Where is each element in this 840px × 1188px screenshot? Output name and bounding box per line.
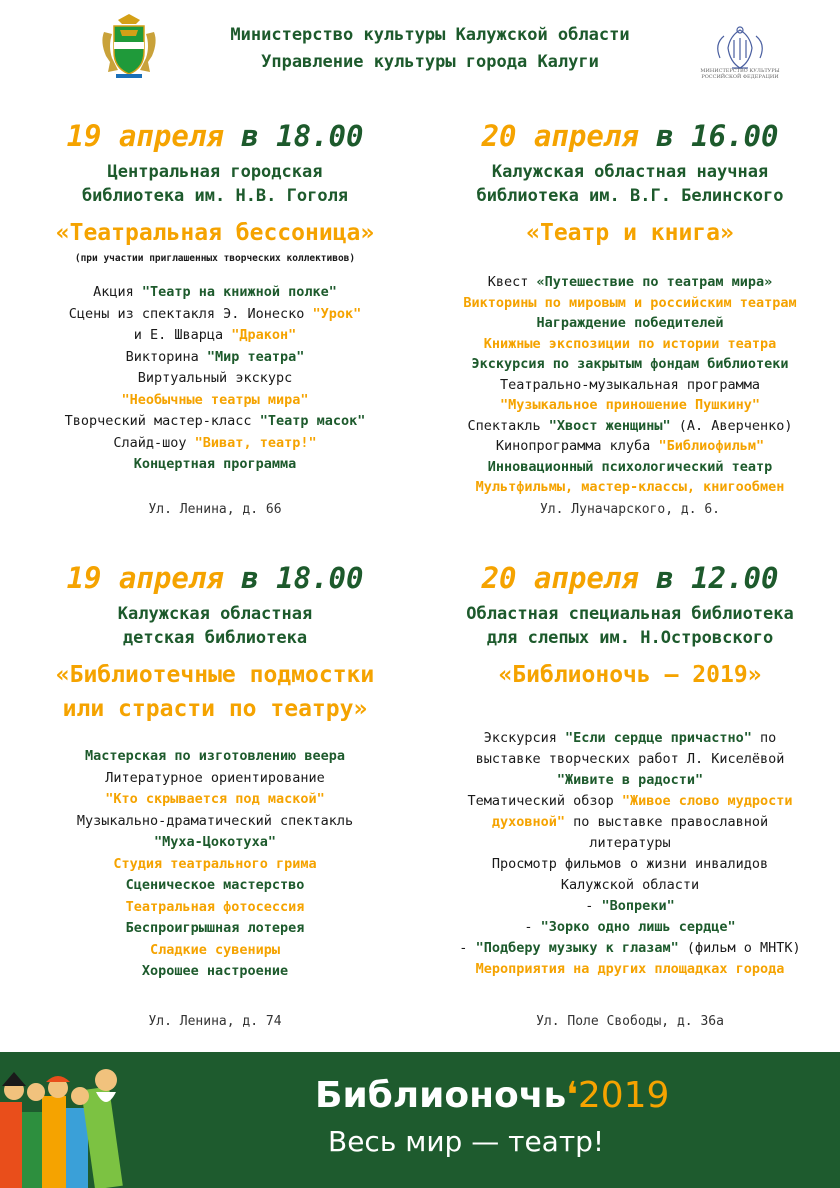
program-item-text: "Живите в радости" <box>556 772 704 788</box>
program-item <box>10 811 420 833</box>
title-line: «Театр и книга» <box>526 220 734 246</box>
event-datetime <box>420 118 840 154</box>
program-item-text: "Муха-Цокотуха" <box>154 834 276 850</box>
event-program <box>10 282 420 476</box>
program-item-text: Мероприятия на других площадках города <box>475 961 785 977</box>
program-item-text: - <box>585 898 602 914</box>
footer-brand-moon-icon: ❛ <box>566 1075 578 1116</box>
event-block-belinsky <box>420 118 840 517</box>
header <box>0 0 840 110</box>
event-time: в 18.00 <box>241 561 364 595</box>
program-item <box>420 436 840 457</box>
program-item <box>420 770 840 791</box>
program-item-text: "Виват, театр!" <box>194 434 317 451</box>
event-venue <box>420 160 840 208</box>
program-item-text: Театрально-музыкальная программа <box>499 376 761 393</box>
event-datetime <box>10 560 420 596</box>
program-item-text: "Мир театра" <box>206 348 305 365</box>
program-item-text: по <box>751 730 777 746</box>
event-title <box>420 658 840 692</box>
title-line: или страсти по театру» <box>62 696 368 722</box>
program-item <box>10 789 420 811</box>
program-item-text: выставке творческих работ Л. Киселёвой <box>475 751 785 767</box>
program-item-text: (фильм о МНТК) <box>678 940 801 956</box>
program-item <box>10 854 420 876</box>
program-item-text: Сладкие сувениры <box>149 941 281 958</box>
program-item <box>10 390 420 412</box>
program-item <box>420 959 840 980</box>
program-item <box>10 325 420 347</box>
event-title <box>10 216 420 250</box>
event-program <box>420 728 840 980</box>
program-item <box>420 791 840 812</box>
venue-line: библиотека им. В.Г. Белинского <box>476 186 784 206</box>
program-item-text: Мастерская по изготовлению веера <box>84 748 346 764</box>
event-date: 19 апреля <box>66 119 224 153</box>
program-item-text: Слайд-шоу <box>113 434 195 451</box>
program-item-text: Беспроигрышная лотерея <box>125 920 305 936</box>
program-item-text: "Хвост женщины" <box>548 417 671 434</box>
venue-line: Калужская областная <box>117 604 313 624</box>
program-item <box>420 833 840 854</box>
program-item-text: "Урок" <box>312 305 362 322</box>
program-item-text: "Музыкальное приношение Пушкину" <box>499 397 761 413</box>
program-item-text: "Живое слово мудрости <box>621 793 793 809</box>
title-line: «Театральная бессоница» <box>55 220 375 246</box>
event-block-children <box>10 560 420 1029</box>
event-block-blind <box>420 560 840 1029</box>
program-item-text: - <box>524 919 541 935</box>
event-date: 20 апреля <box>481 561 639 595</box>
ministry-of-culture-emblem-icon <box>700 12 780 92</box>
program-item <box>10 768 420 790</box>
program-item-text: литературы <box>589 835 671 851</box>
program-item-text: Сценическое мастерство <box>125 877 305 893</box>
event-note: (при участии приглашенных творческих коллективов) <box>74 253 356 264</box>
program-item-text: Квест <box>487 274 537 290</box>
program-item <box>420 272 840 293</box>
program-item <box>10 347 420 369</box>
venue-line: для слепых им. Н.Островского <box>486 628 774 648</box>
program-item-text: Кинопрограмма клуба <box>495 438 659 454</box>
program-item <box>10 961 420 983</box>
footer-brand-year: 2019 <box>577 1075 670 1116</box>
program-item-text: Викторины по мировым и российским театрам <box>463 294 797 311</box>
program-item <box>420 938 840 959</box>
footer-slogan: Весь мир — театр! <box>328 1125 605 1158</box>
program-item-text: "Зорко одно лишь сердце" <box>540 919 736 935</box>
event-address: Ул. Поле Свободы, д. 36а <box>536 1014 724 1029</box>
ministry-line-2: Управление культуры города Калуги <box>261 52 599 72</box>
program-item-text: Тематический обзор <box>467 793 622 809</box>
program-item-text: духовной" <box>491 814 565 830</box>
program-item <box>10 411 420 433</box>
program-item-text: "Театр на книжной полке" <box>141 284 337 300</box>
program-item <box>420 395 840 416</box>
program-item <box>420 354 840 375</box>
program-item-text: по выставке православной <box>564 814 769 830</box>
event-time: в 12.00 <box>656 561 779 595</box>
venue-line: Центральная городская <box>107 162 323 182</box>
kaluga-coat-of-arms-icon <box>100 12 158 80</box>
event-address: Ул. Луначарского, д. 6. <box>539 502 720 517</box>
event-time: в 16.00 <box>656 119 779 153</box>
footer-brand-name: Библионочь <box>315 1075 567 1116</box>
program-item-text: "Подберу музыку к глазам" <box>475 940 679 956</box>
program-item-text: Мультфильмы, мастер-классы, книгообмен <box>475 479 785 495</box>
program-item-text: "Необычные театры мира" <box>121 391 309 408</box>
program-item <box>10 454 420 476</box>
program-item-text: "Дракон" <box>231 327 297 343</box>
program-item-text: "Библиофильм" <box>658 438 765 454</box>
ministry-line-1: Министерство культуры Калужской области <box>230 25 630 45</box>
program-item-text: Акция <box>93 284 142 300</box>
program-item <box>420 917 840 938</box>
title-line: «Библиотечные подмостки <box>55 662 375 688</box>
event-venue <box>420 602 840 650</box>
event-date: 19 апреля <box>66 561 224 595</box>
program-item <box>10 304 420 326</box>
program-item <box>10 897 420 919</box>
event-date: 20 апреля <box>481 119 639 153</box>
program-item <box>420 896 840 917</box>
event-venue <box>10 160 420 208</box>
event-datetime <box>10 118 420 154</box>
program-item-text: Викторина <box>125 348 207 365</box>
program-item <box>420 313 840 334</box>
ministry-header <box>180 22 680 76</box>
program-item-text: и Е. Шварца <box>133 327 232 343</box>
emblem-caption: МИНИСТЕРСТВО КУЛЬТУРЫ РОССИЙСКОЙ ФЕДЕРАЦИИ <box>700 68 780 80</box>
program-item <box>10 875 420 897</box>
program-item-text: Книжные экспозиции по истории театра <box>483 335 777 352</box>
program-item <box>10 282 420 304</box>
venue-line: библиотека им. Н.В. Гоголя <box>81 186 349 206</box>
venue-line: Калужская областная научная <box>491 162 769 182</box>
event-address: Ул. Ленина, д. 74 <box>148 1014 282 1029</box>
program-item <box>10 940 420 962</box>
program-item-text: Виртуальный экскурс <box>137 370 293 386</box>
program-item <box>10 368 420 390</box>
program-item <box>10 433 420 455</box>
program-item-text: - <box>459 940 476 956</box>
program-item <box>420 728 840 749</box>
program-item-text: "Вопреки" <box>601 898 675 914</box>
program-item-text: Экскурсия <box>483 730 565 746</box>
footer-brand <box>315 1074 669 1118</box>
program-item-text: Студия театрального грима <box>113 855 317 872</box>
event-program <box>420 272 840 498</box>
program-item-text: Хорошее настроение <box>141 963 289 979</box>
event-block-gogol <box>10 118 420 517</box>
event-title <box>10 658 420 726</box>
program-item <box>420 416 840 437</box>
program-item <box>10 832 420 854</box>
program-item-text: Спектакль <box>467 417 549 434</box>
program-item-text: Музыкально-драматический спектакль <box>76 812 354 829</box>
event-time: в 18.00 <box>241 119 364 153</box>
program-item <box>420 375 840 396</box>
event-address: Ул. Ленина, д. 66 <box>148 502 282 517</box>
theatre-characters-illustration-icon <box>0 1052 150 1188</box>
program-item-text: Театральная фотосессия <box>125 898 305 915</box>
program-item-text: "Театр масок" <box>259 413 366 429</box>
program-item <box>420 854 840 875</box>
program-item-text: Творческий мастер-класс <box>64 413 260 429</box>
program-item-text: (А. Аверченко) <box>670 417 793 434</box>
program-item-text: Сцены из спектакля Э. Ионеско <box>68 305 313 322</box>
program-item-text: Инновационный психологический театр <box>487 458 773 475</box>
title-line: «Библионочь – 2019» <box>498 662 762 688</box>
program-item <box>420 334 840 355</box>
program-item <box>420 749 840 770</box>
program-item-text: «Путешествие по театрам мира» <box>536 274 773 290</box>
program-item-text: "Если сердце причастно" <box>564 730 752 746</box>
program-item-text: "Кто скрывается под маской" <box>105 791 325 807</box>
venue-line: Областная специальная библиотека <box>466 604 794 624</box>
event-title <box>420 216 840 250</box>
footer-banner <box>0 1052 840 1188</box>
program-item <box>10 746 420 768</box>
program-item-text: Литературное ориентирование <box>105 769 325 786</box>
program-item-text: Концертная программа <box>133 456 297 472</box>
program-item <box>420 457 840 478</box>
program-item <box>420 477 840 498</box>
program-item-text: Просмотр фильмов о жизни инвалидов <box>491 856 769 872</box>
event-program <box>10 746 420 983</box>
program-item-text: Экскурсия по закрытым фондам библиотеки <box>471 356 789 372</box>
program-item <box>10 918 420 940</box>
program-item <box>420 875 840 896</box>
program-item <box>420 812 840 833</box>
program-item-text: Калужской области <box>560 877 700 893</box>
venue-line: детская библиотека <box>122 628 308 648</box>
event-venue <box>10 602 420 650</box>
event-datetime <box>420 560 840 596</box>
program-item-text: Награждение победителей <box>536 315 724 331</box>
program-item <box>420 293 840 314</box>
